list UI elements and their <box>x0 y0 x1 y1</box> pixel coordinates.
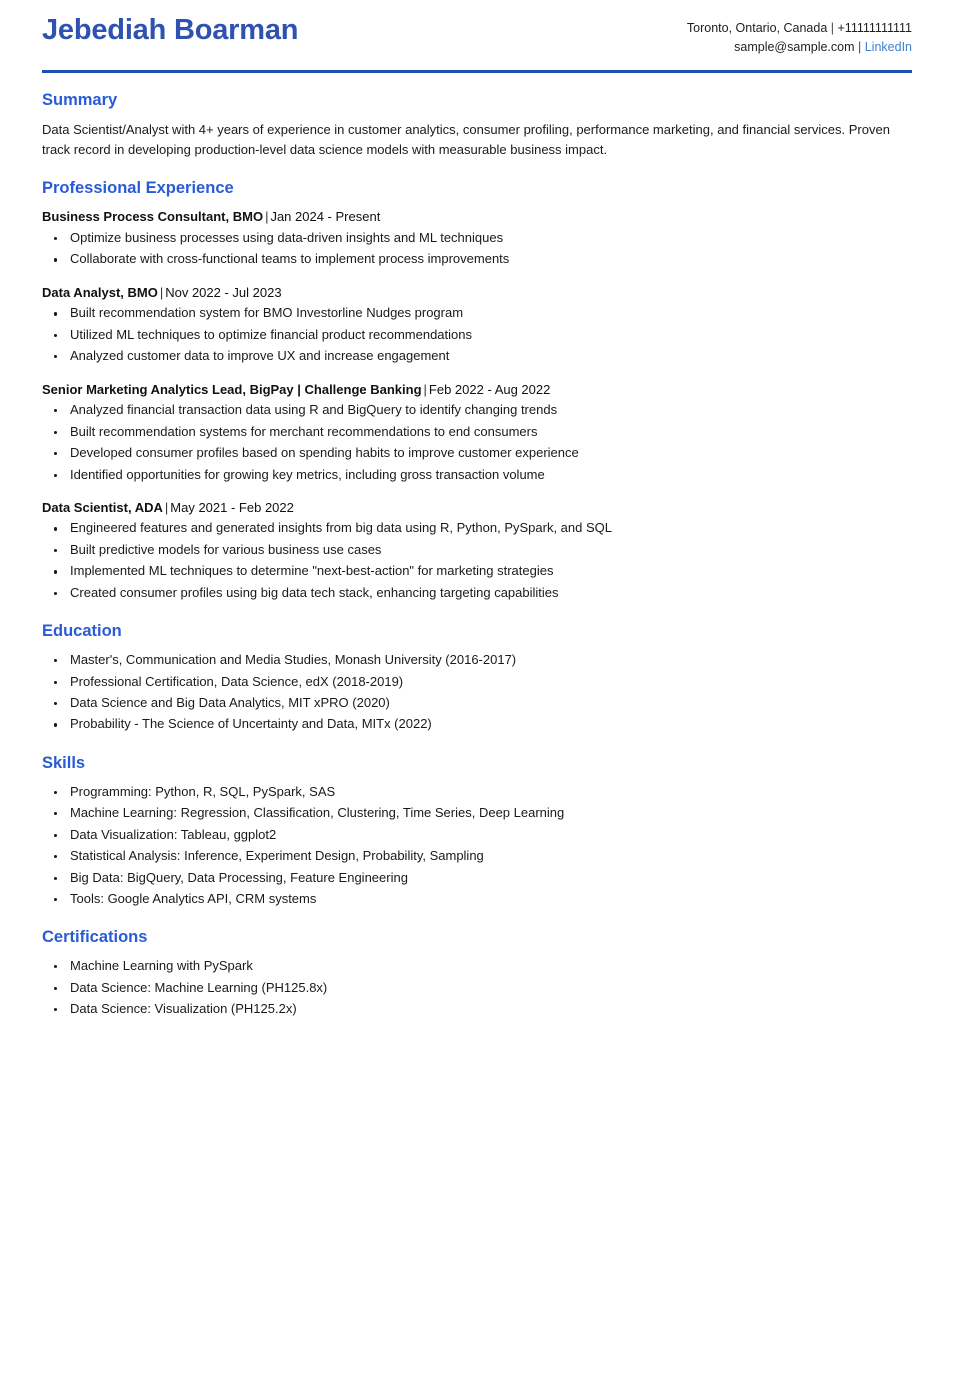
job-bullet-list <box>42 401 912 484</box>
section-professional-experience <box>42 179 912 603</box>
job-bullet: Engineered features and generated insights from big data using R, Python, PySpark, and SQL <box>42 519 912 537</box>
job-bullet: Created consumer profiles using big data tech stack, enhancing targeting capabilities <box>42 584 912 602</box>
skills-item: Programming: Python, R, SQL, PySpark, SAS <box>42 783 912 801</box>
education-item: Master's, Communication and Media Studies, Monash University (2016-2017) <box>42 651 912 669</box>
skills-item: Statistical Analysis: Inference, Experiment Design, Probability, Sampling <box>42 847 912 865</box>
education-list <box>42 651 912 734</box>
certifications-list <box>42 957 912 1018</box>
location-text: Toronto, Ontario, Canada <box>686 21 828 35</box>
job-bullet-list <box>42 304 912 365</box>
job-heading <box>42 498 912 518</box>
skills-item: Machine Learning: Regression, Classification, Clustering, Time Series, Deep Learning <box>42 804 912 822</box>
header-divider <box>42 70 912 73</box>
job-bullet: Optimize business processes using data-driven insights and ML techniques <box>42 229 912 247</box>
contact-separator-1: | <box>830 21 835 35</box>
experience-entry <box>42 380 912 484</box>
job-bullet: Built recommendation systems for merchant recommendations to end consumers <box>42 423 912 441</box>
certifications-heading: Certifications <box>42 928 148 947</box>
linkedin-link[interactable]: LinkedIn <box>864 40 912 55</box>
certifications-item: Data Science: Visualization (PH125.2x) <box>42 1000 912 1018</box>
job-role: Data Scientist, ADA <box>42 499 163 515</box>
job-role: Business Process Consultant, BMO <box>42 209 264 225</box>
certifications-item: Machine Learning with PySpark <box>42 957 912 975</box>
summary-heading: Summary <box>42 90 118 109</box>
job-bullet: Implemented ML techniques to determine "next-best-action" for marketing strategies <box>42 562 912 580</box>
job-heading <box>42 380 912 400</box>
job-bullet: Developed consumer profiles based on spending habits to improve customer experience <box>42 444 912 462</box>
job-bullet: Collaborate with cross-functional teams to implement process improvements <box>42 250 912 268</box>
job-bullet-list <box>42 519 912 602</box>
education-item: Data Science and Big Data Analytics, MIT xPRO (2020) <box>42 694 912 712</box>
section-education <box>42 622 912 734</box>
skills-heading: Skills <box>42 753 86 772</box>
job-bullet: Analyzed customer data to improve UX and increase engagement <box>42 347 912 365</box>
experience-entry <box>42 283 912 366</box>
job-dates: May 2021 - Feb 2022 <box>170 499 294 515</box>
skills-item: Tools: Google Analytics API, CRM systems <box>42 890 912 908</box>
resume-header <box>42 14 912 64</box>
candidate-name: Jebediah Boarman <box>42 14 299 46</box>
job-role: Senior Marketing Analytics Lead, BigPay | Challenge Banking <box>42 381 422 397</box>
job-heading-separator: | <box>159 284 164 300</box>
skills-item: Data Visualization: Tableau, ggplot2 <box>42 826 912 844</box>
section-skills <box>42 754 912 909</box>
job-bullet: Analyzed financial transaction data using R and BigQuery to identify changing trends <box>42 401 912 419</box>
contact-line-1 <box>687 19 912 38</box>
experience-entry <box>42 498 912 602</box>
job-bullet: Utilized ML techniques to optimize financial product recommendations <box>42 326 912 344</box>
phone-text[interactable]: +11111111111 <box>837 21 912 35</box>
section-summary <box>42 91 912 161</box>
job-dates: Jan 2024 - Present <box>270 209 381 225</box>
skills-item: Big Data: BigQuery, Data Processing, Feature Engineering <box>42 869 912 887</box>
email-text[interactable]: sample@sample.com <box>734 40 855 55</box>
job-heading <box>42 283 912 303</box>
certifications-item: Data Science: Machine Learning (PH125.8x) <box>42 979 912 997</box>
experience-heading: Professional Experience <box>42 178 234 197</box>
skills-list <box>42 783 912 909</box>
contact-line-2 <box>687 38 912 57</box>
job-dates: Nov 2022 - Jul 2023 <box>165 284 282 300</box>
summary-text: Data Scientist/Analyst with 4+ years of experience in customer analytics, consumer profiling, performance marketing, and financial services. Proven track record in developing production-level data science models with measurable business impact. <box>42 121 890 158</box>
section-certifications <box>42 928 912 1018</box>
job-bullet: Built predictive models for various business use cases <box>42 541 912 559</box>
job-heading-separator: | <box>265 209 269 225</box>
job-role: Data Analyst, BMO <box>42 284 158 300</box>
job-bullet: Built recommendation system for BMO Investorline Nudges program <box>42 304 912 322</box>
contact-separator-2: | <box>858 40 862 55</box>
education-item: Professional Certification, Data Science, edX (2018-2019) <box>42 673 912 691</box>
job-heading <box>42 207 912 227</box>
job-bullet-list <box>42 229 912 269</box>
education-item: Probability - The Science of Uncertainty and Data, MITx (2022) <box>42 715 912 733</box>
job-bullet: Identified opportunities for growing key metrics, including gross transaction volume <box>42 466 912 484</box>
contact-block <box>687 14 912 58</box>
education-heading: Education <box>42 622 122 641</box>
job-heading-separator: | <box>423 381 427 397</box>
job-dates: Feb 2022 - Aug 2022 <box>428 381 551 397</box>
job-heading-separator: | <box>164 499 169 515</box>
experience-entry <box>42 207 912 268</box>
